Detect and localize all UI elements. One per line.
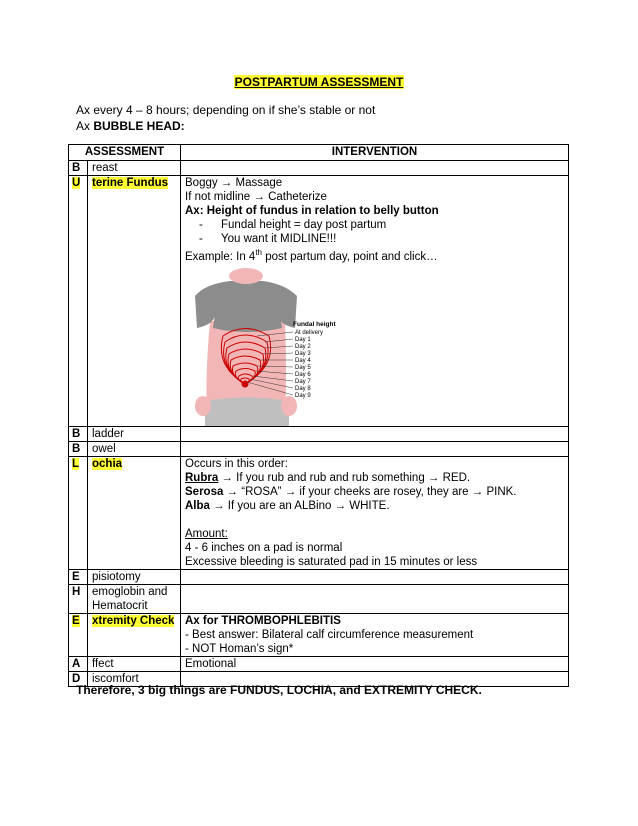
bubble-head-label: BUBBLE HEAD:	[93, 119, 185, 133]
assessment-table	[68, 144, 569, 687]
neck-shape	[229, 268, 263, 284]
row-assessment: terine Fundus	[88, 176, 181, 427]
row-assessment: ffect	[88, 656, 181, 671]
row-assessment: iscomfort	[88, 671, 181, 686]
row-letter: B	[69, 161, 88, 176]
example-text: Example: In 4th post partum day, point and click…	[185, 248, 438, 263]
figure-label: Day 5	[295, 364, 311, 371]
fundal-height-illustration	[185, 266, 345, 426]
row-intervention: Emotional	[181, 656, 569, 671]
table-row	[69, 569, 569, 584]
intro-line-2: Ax BUBBLE HEAD:	[76, 119, 185, 133]
conclusion: Therefore, 3 big things are FUNDUS, LOCHIA, and EXTREMITY CHECK.	[76, 683, 482, 697]
row-intervention	[181, 569, 569, 584]
intro-line-1: Ax every 4 – 8 hours; depending on if she’s stable or not	[76, 103, 376, 117]
figure-label: At delivery	[295, 329, 324, 336]
figure-label: Day 6	[295, 371, 311, 378]
figure-label: Day 9	[295, 392, 311, 399]
figure-label: Day 1	[295, 336, 311, 343]
left-hand	[195, 396, 211, 416]
row-assessment: pisiotomy	[88, 569, 181, 584]
row-intervention	[181, 161, 569, 176]
row-intervention: Occurs in this order: Rubra → If you rub and rub and rub something → RED. Serosa → “ROSA” → if your cheeks are rosey, they are → PINK. Alba → If you are an ALBino → WHITE. Amount: 4 - 6 inches on a pad is normal Excessive bleeding is saturated pad in 15 minutes or less	[181, 456, 569, 569]
row-assessment: reast	[88, 161, 181, 176]
row-letter: A	[69, 656, 88, 671]
intervention-header: INTERVENTION	[181, 145, 569, 161]
right-hand	[281, 396, 297, 416]
figure-label: Day 3	[295, 350, 311, 357]
row-assessment: emoglobin and Hematocrit	[88, 584, 181, 613]
figure-label: Day 7	[295, 378, 311, 385]
intro	[76, 102, 375, 134]
row-letter: B	[69, 426, 88, 441]
row-intervention: Boggy → Massage If not midline → Catheterize Ax: Height of fundus in relation to belly button - Fundal height = day post partum - You want it MIDLINE!!! Example: In 4th post partum day, point and click… Fundal height At delivery Day 1 Day 2 Day 3 Day 4 Day 5 Day 6 Day 7 Day 8 Day 9	[181, 176, 569, 427]
figure-label: Day 4	[295, 357, 311, 364]
figure-labels	[295, 330, 323, 399]
table-row	[69, 584, 569, 613]
row-intervention	[181, 426, 569, 441]
row-letter: H	[69, 584, 88, 613]
row-letter: U	[69, 176, 88, 427]
row-letter: D	[69, 671, 88, 686]
row-assessment: ladder	[88, 426, 181, 441]
figure-label: Day 8	[295, 385, 311, 392]
table-row	[69, 441, 569, 456]
page-title: POSTPARTUM ASSESSMENT	[234, 75, 404, 89]
row-assessment: xtremity Check	[88, 613, 181, 656]
row-letter: E	[69, 613, 88, 656]
pants-shape	[205, 397, 289, 426]
table-row	[69, 426, 569, 441]
table-row	[69, 656, 569, 671]
table-row	[69, 613, 569, 656]
row-assessment: ochia	[88, 456, 181, 569]
fundal-bullets: - Fundal height = day post partum - You want it MIDLINE!!!	[185, 218, 564, 246]
row-letter: L	[69, 456, 88, 569]
table-row	[69, 161, 569, 176]
table-row	[69, 176, 569, 427]
row-intervention	[181, 441, 569, 456]
figure-heading: Fundal height	[293, 320, 336, 328]
assessment-header: ASSESSMENT	[69, 145, 181, 161]
row-intervention	[181, 584, 569, 613]
table-row	[69, 456, 569, 569]
row-intervention: Ax for THROMBOPHLEBITIS - Best answer: Bilateral calf circumference measurement - NOT Homan’s sign*	[181, 613, 569, 656]
row-letter: B	[69, 441, 88, 456]
row-assessment: owel	[88, 441, 181, 456]
row-letter: E	[69, 569, 88, 584]
figure-label: Day 2	[295, 343, 311, 350]
header-row	[69, 145, 569, 161]
